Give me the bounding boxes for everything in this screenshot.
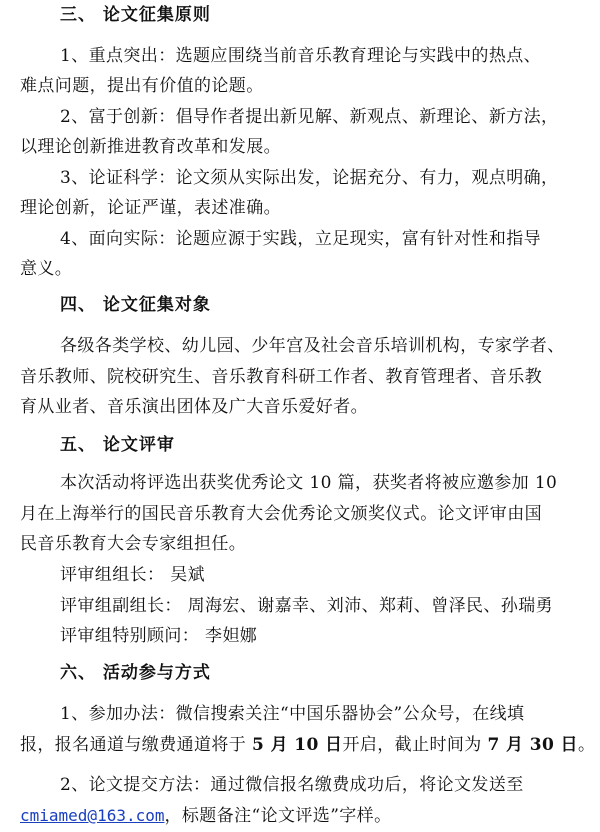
principle-1-line-1: 1、重点突出：选题应围绕当前音乐教育理论与实践中的热点、 bbox=[60, 46, 542, 66]
open-date: 5 月 10 日 bbox=[252, 735, 343, 755]
review-line-1: 本次活动将评选出获奖优秀论文 10 篇，获奖者将被应邀参加 10 bbox=[60, 473, 558, 493]
review-line-3: 民音乐教育大会专家组担任。 bbox=[20, 534, 247, 554]
participation-2-text-rest: ，标题备注“论文评选”字样。 bbox=[164, 806, 392, 826]
section-heading-participation: 六、 活动参与方式 bbox=[60, 663, 211, 683]
principle-4-line-1: 4、面向实际：论题应源于实践，立足现实，富有针对性和指导 bbox=[60, 229, 542, 249]
targets-line-3: 育从业者、音乐演出团体及广大音乐爱好者。 bbox=[20, 397, 368, 417]
participation-1-line-1: 1、参加办法：微信搜索关注“中国乐器协会”公众号，在线填 bbox=[60, 704, 525, 724]
participation-1-line-2 bbox=[20, 734, 595, 756]
review-line-2: 月在上海举行的国民音乐教育大会优秀论文颁奖仪式。论文评审由国 bbox=[20, 504, 542, 524]
review-deputy-leaders: 评审组副组长： 周海宏、谢嘉幸、刘沛、郑莉、曾泽民、孙瑞勇 bbox=[60, 596, 554, 616]
section-heading-targets: 四、 论文征集对象 bbox=[60, 295, 211, 315]
targets-line-1: 各级各类学校、幼儿园、少年宫及社会音乐培训机构，专家学者、 bbox=[60, 336, 565, 356]
section-heading-principles: 三、 论文征集原则 bbox=[60, 5, 211, 25]
participation-2-line-2 bbox=[20, 805, 391, 827]
principle-2-line-1: 2、富于创新：倡导作者提出新见解、新观点、新理论、新方法， bbox=[60, 107, 559, 127]
review-leader: 评审组组长： 吴斌 bbox=[60, 565, 206, 585]
email-link[interactable]: cmiamed@163.com bbox=[20, 806, 165, 825]
deadline-date: 7 月 30 日 bbox=[487, 735, 578, 755]
principle-1-line-2: 难点问题，提出有价值的论题。 bbox=[20, 76, 264, 96]
principle-4-line-2: 意义。 bbox=[20, 259, 73, 279]
principle-3-line-2: 理论创新，论证严谨，表述准确。 bbox=[20, 198, 281, 218]
participation-1-text-e: 。 bbox=[577, 735, 596, 755]
section-heading-review: 五、 论文评审 bbox=[60, 435, 175, 455]
targets-line-2: 音乐教师、院校研究生、音乐教育科研工作者、教育管理者、音乐教 bbox=[20, 367, 542, 387]
participation-1-text-a: 报，报名通道与缴费通道将于 bbox=[20, 735, 253, 755]
review-special-advisor: 评审组特别顾问： 李妲娜 bbox=[60, 626, 258, 646]
principle-3-line-1: 3、论证科学：论文须从实际出发，论据充分、有力，观点明确， bbox=[60, 168, 559, 188]
principle-2-line-2: 以理论创新推进教育改革和发展。 bbox=[20, 137, 281, 157]
participation-1-text-c: 开启，截止时间为 bbox=[342, 735, 488, 755]
participation-2-line-1: 2、论文提交方法：通过微信报名缴费成功后，将论文发送至 bbox=[60, 775, 524, 795]
